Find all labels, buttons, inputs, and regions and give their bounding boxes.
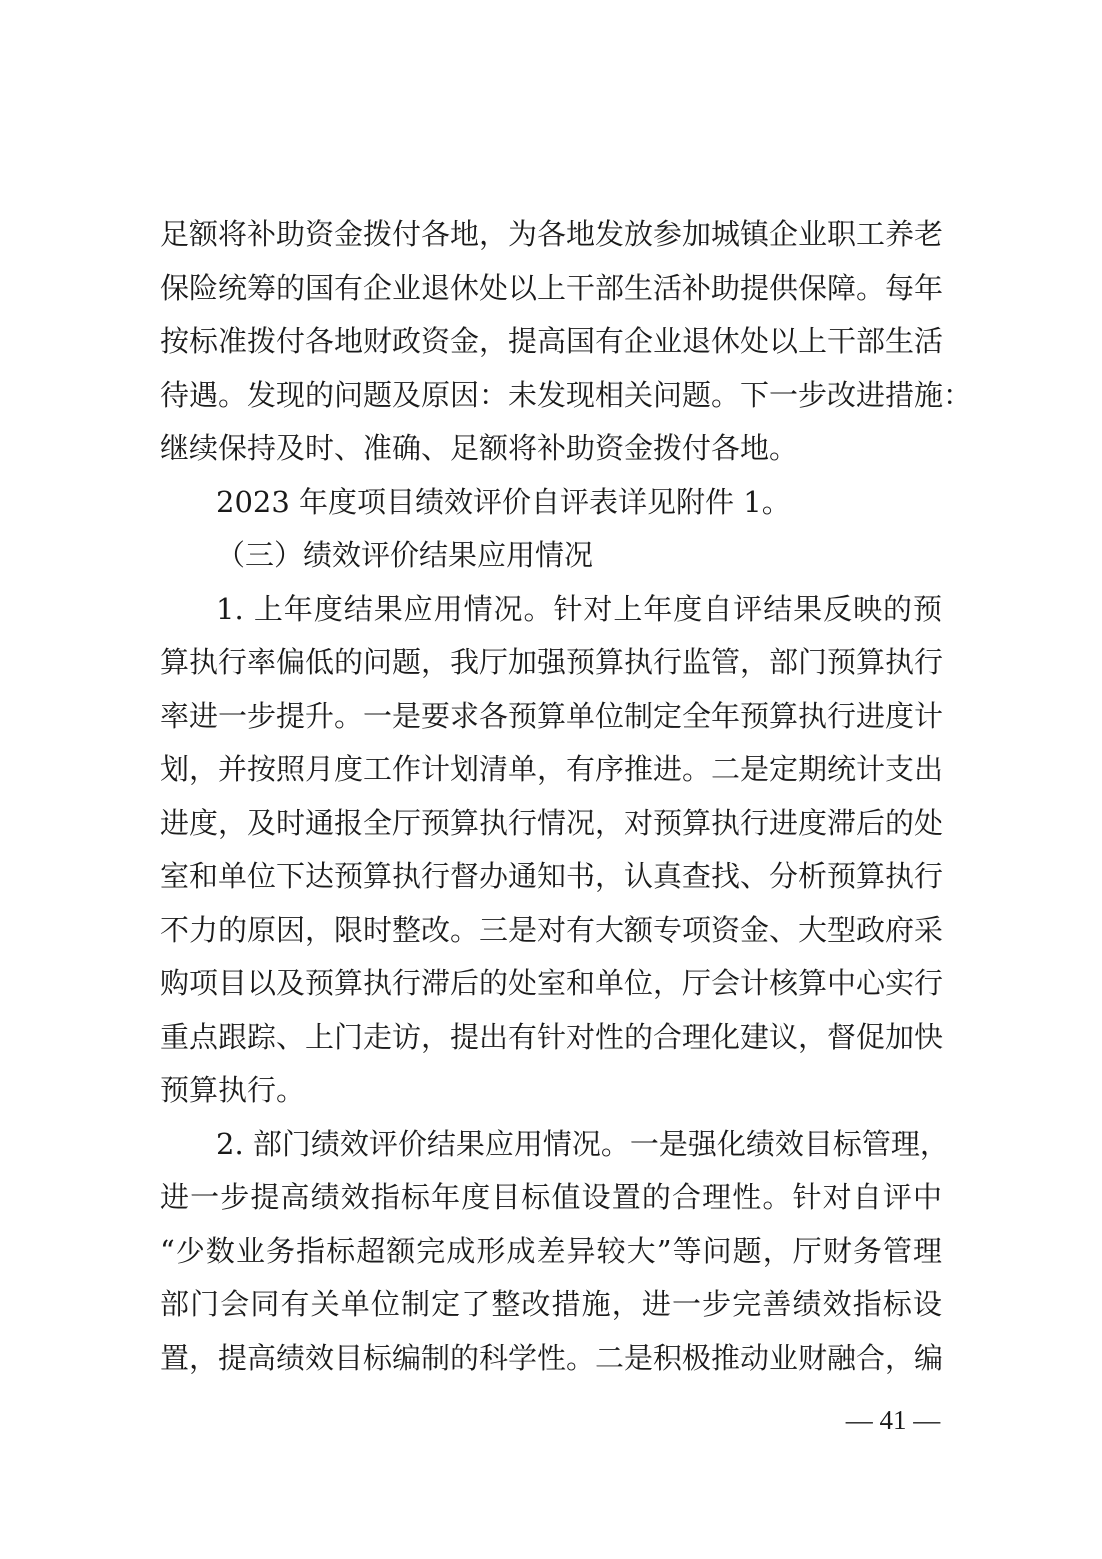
text-line: 进度，及时通报全厅预算执行情况，对预算执行进度滞后的处: [160, 805, 944, 840]
text-line: 预算执行。: [160, 1073, 306, 1107]
text-line: 重点跟踪、上门走访，提出有针对性的合理化建议，督促加快: [160, 1019, 944, 1054]
attachment-reference-line: 2023 年度项目绩效评价自评表详见附件 1。: [216, 484, 791, 519]
text-line: 置，提高绩效目标编制的科学性。二是积极推动业财融合，编: [160, 1340, 944, 1375]
text-line: 室和单位下达预算执行督办通知书，认真查找、分析预算执行: [160, 859, 944, 893]
page-number: — 41 —: [845, 1405, 941, 1435]
text-line: 足额将补助资金拨付各地，为各地发放参加城镇企业职工养老: [160, 217, 944, 251]
text-line: 进一步提高绩效指标年度目标值设置的合理性。针对自评中: [160, 1180, 942, 1214]
text-line: 购项目以及预算执行滞后的处室和单位，厅会计核算中心实行: [160, 966, 944, 1000]
text-line: 不力的原因，限时整改。三是对有大额专项资金、大型政府采: [160, 912, 944, 947]
text-line: 部门会同有关单位制定了整改措施，进一步完善绩效指标设: [160, 1287, 942, 1321]
text-line: 继续保持及时、准确、足额将补助资金拨付各地。: [160, 431, 799, 465]
text-line: 按标准拨付各地财政资金，提高国有企业退休处以上干部生活: [160, 324, 944, 358]
text-line: 算执行率偏低的问题，我厅加强预算执行监管，部门预算执行: [160, 645, 944, 679]
section-heading: （三）绩效评价结果应用情况: [216, 538, 594, 572]
document-body: [160, 208, 973, 1385]
text-line: 率进一步提升。一是要求各预算单位制定全年预算执行进度计: [160, 698, 944, 733]
text-line: “少数业务指标超额完成形成差异较大”等问题，厅财务管理: [160, 1233, 942, 1268]
text-line: 保险统筹的国有企业退休处以上干部生活补助提供保障。每年: [160, 270, 944, 305]
text-line: 1. 上年度结果应用情况。针对上年度自评结果反映的预: [216, 591, 942, 626]
text-line: 划，并按照月度工作计划清单，有序推进。二是定期统计支出: [160, 752, 944, 786]
text-line: 2. 部门绩效评价结果应用情况。一是强化绩效目标管理，: [216, 1126, 949, 1161]
text-line: 待遇。发现的问题及原因：未发现相关问题。下一步改进措施：: [160, 377, 973, 412]
